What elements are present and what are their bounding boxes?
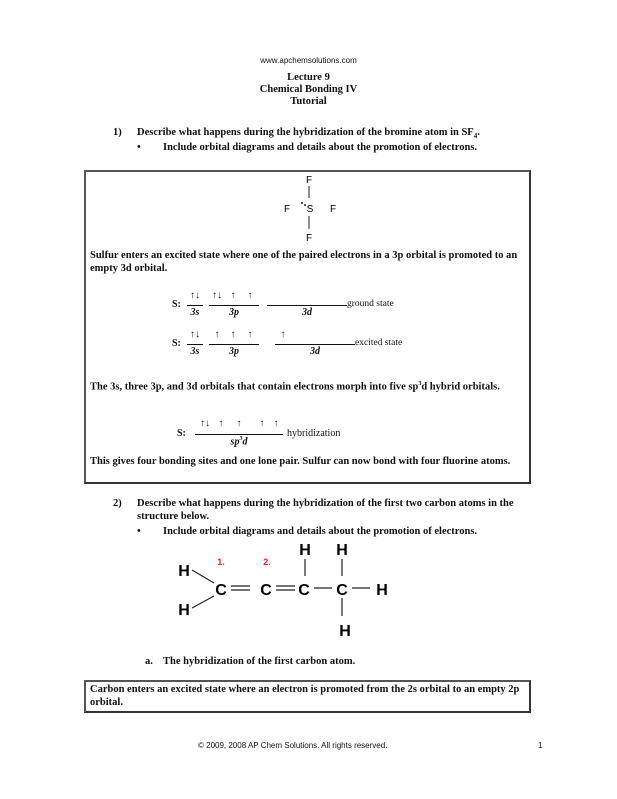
sf4-lewis-structure: [270, 172, 350, 244]
part-a-letter: a.: [145, 656, 153, 667]
lewis-atom-bottom: F: [305, 233, 313, 244]
atom-c3: C: [298, 582, 310, 599]
excited-3s-label: 3s: [190, 346, 200, 357]
header-url: www.apchemsolutions.com: [260, 56, 357, 65]
atom-c2: C: [260, 582, 272, 599]
excited-3p-arrows-2: ↑: [230, 329, 236, 340]
excited-3p-label: 3p: [229, 346, 239, 357]
question-subscript: 4: [473, 132, 478, 141]
hybrid-arrows-4: ↑: [259, 418, 265, 429]
question-2-bullet: [137, 525, 537, 538]
question-number: 2): [113, 498, 122, 509]
excited-3d-label: 3d: [310, 346, 320, 357]
bond-h1-c1: [192, 570, 214, 583]
page-subtitle: Tutorial: [290, 96, 327, 107]
question-number: 1): [113, 127, 122, 138]
excited-3p-arrows-3: ↑: [247, 329, 253, 340]
atom-h-c4-bottom: H: [339, 623, 351, 640]
carbon-label-1: 1.: [217, 557, 225, 567]
atom-h-c3: H: [299, 542, 311, 559]
hybrid-arrows-3: ↑: [236, 418, 242, 429]
lecture-number: Lecture 9: [287, 72, 330, 83]
footer-copyright: © 2009, 2008 AP Chem Solutions. All rights reserved.: [198, 741, 388, 750]
page-title: Chemical Bonding IV: [259, 84, 358, 95]
excited-prefix: S:: [172, 338, 181, 349]
excited-3p-line: [209, 344, 259, 345]
atom-c4: C: [336, 582, 348, 599]
butadiene-structure: [170, 538, 400, 648]
lone-pair-dot-1: [301, 202, 303, 204]
carbon-label-2: 2.: [263, 557, 271, 567]
ground-prefix: S:: [172, 299, 181, 310]
ground-3p-arrows-2: ↑: [230, 290, 236, 301]
hybrid-orbital-diagram: [177, 418, 377, 452]
lewis-atom-center: S: [306, 204, 314, 215]
ground-state-diagram: [172, 290, 452, 322]
excited-3d-arrows-1: ↑: [280, 329, 286, 340]
ground-state-label: ground state: [347, 299, 394, 309]
excited-state-label: excited state: [355, 338, 403, 348]
lewis-atom-right: F: [329, 204, 337, 215]
question-text: Describe what happens during the hybridization of the bromine atom in SF: [137, 127, 474, 138]
excited-state-diagram: [172, 329, 452, 361]
answer-2a-paragraph: Carbon enters an excited state where an electron is promoted from the 2s orbital to an empty 2p orbital.: [90, 684, 520, 708]
answer-1-paragraph-3: This gives four bonding sites and one lone pair. Sulfur can now bond with four fluorine atoms.: [90, 456, 511, 467]
ground-3p-line: [209, 305, 259, 306]
bond-h2-c1: [192, 596, 214, 608]
atom-h-c4-right: H: [376, 582, 388, 599]
excited-3p-arrows-1: ↑: [214, 329, 220, 340]
hybrid-arrows-1: ↑↓: [200, 418, 210, 429]
para2-text-b: d hybrid orbitals.: [421, 381, 500, 393]
ground-3s-arrows: ↑↓: [190, 290, 200, 301]
hybrid-arrows-2: ↑: [218, 418, 224, 429]
ground-3s-label: 3s: [190, 307, 200, 318]
excited-3s-line: [187, 344, 203, 345]
lewis-atom-top: F: [305, 175, 313, 186]
question-text: Describe what happens during the hybridization of the first two carbon atoms in the structure below.: [137, 498, 514, 522]
footer-page-number: 1: [538, 741, 543, 750]
part-a: [145, 655, 505, 668]
ground-3p-arrows-1: ↑↓: [212, 290, 222, 301]
excited-3s-arrows: ↑↓: [190, 329, 200, 340]
answer-1-paragraph-1: Sulfur enters an excited state where one of the paired electrons in a 3p orbital is promoted to an empty 3d orbital.: [90, 250, 518, 274]
bullet-text: Include orbital diagrams and details about the promotion of electrons.: [163, 142, 478, 153]
atom-h-bottom-left: H: [178, 602, 190, 619]
ground-3s-line: [187, 305, 203, 306]
ground-3d-label: 3d: [302, 307, 312, 318]
question-1-bullet: [137, 141, 537, 154]
atom-h-c4-top: H: [336, 542, 348, 559]
lewis-atom-left: F: [283, 204, 291, 215]
ground-3p-label: 3p: [229, 307, 239, 318]
hybrid-label: $sp^3d$: [230, 436, 248, 448]
question-text-end: .: [477, 127, 480, 138]
ground-3d-line: [267, 305, 347, 306]
hybrid-arrows-5: ↑: [273, 418, 279, 429]
excited-3d-line: [275, 344, 355, 345]
para2-text-a: The 3s, three 3p, and 3d orbitals that contain electrons morph into five sp: [90, 381, 419, 393]
atom-c1: C: [215, 582, 227, 599]
bullet-icon: •: [137, 142, 141, 153]
ground-3p-arrows-3: ↑: [247, 290, 253, 301]
bullet-text: Include orbital diagrams and details about the promotion of electrons.: [163, 526, 478, 537]
part-a-text: The hybridization of the first carbon atom.: [163, 656, 356, 667]
question-2: [113, 497, 523, 523]
bullet-icon: •: [137, 526, 141, 537]
answer-1-paragraph-2: [90, 378, 520, 394]
hybridization-label: hybridization: [287, 428, 341, 439]
para2-superscript: 3: [418, 381, 422, 387]
hybrid-prefix: S:: [177, 428, 186, 439]
atom-h-top-left: H: [178, 563, 190, 580]
hybrid-line: [195, 434, 283, 435]
